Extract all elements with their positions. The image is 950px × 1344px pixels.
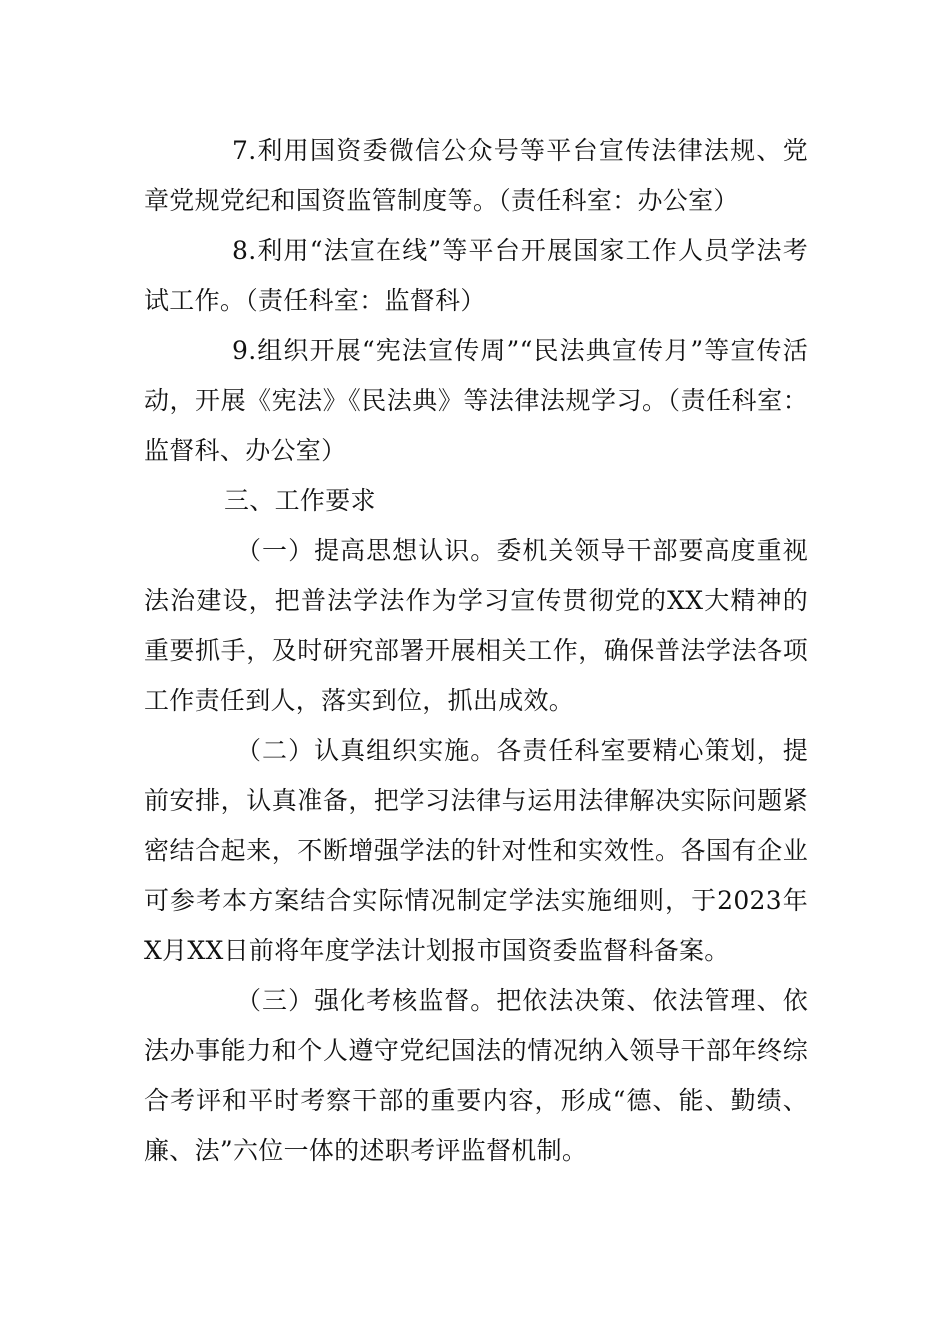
paragraph-requirement-2: （二）认真组织实施。各责任科室要精心策划，提前安排，认真准备，把学习法律与运用法律解决实际问题紧密结合起来，不断增强学法的针对性和实效性。各国有企业可参考本方案结合实际情况制定学法实施细则，于2023年X月XX日前将年度学法计划报市国资委监督科备案。 <box>144 736 808 965</box>
paragraph-requirement-3: （三）强化考核监督。把依法决策、依法管理、依法办事能力和个人遵守党纪国法的情况纳入领导干部年终综合考评和平时考察干部的重要内容，形成“德、能、勤绩、廉、法”六位一体的述职考评监督机制。 <box>144 986 808 1165</box>
paragraph-requirement-1: （一）提高思想认识。委机关领导干部要高度重视法治建设，把普法学法作为学习宣传贯彻党的XX大精神的重要抓手，及时研究部署开展相关工作，确保普法学法各项工作责任到人，落实到位，抓出成效。 <box>144 536 808 715</box>
paragraph-item-9: 9.组织开展“宪法宣传周”“民法典宣传月”等宣传活动，开展《宪法》《民法典》等法律法规学习。（责任科室：监督科、办公室） <box>144 336 808 465</box>
paragraph-item-7: 7.利用国资委微信公众号等平台宣传法律法规、党章党规党纪和国资监管制度等。（责任科室：办公室） <box>144 136 808 215</box>
document-body <box>144 126 808 1176</box>
paragraph-item-8: 8.利用“法宣在线”等平台开展国家工作人员学法考试工作。（责任科室：监督科） <box>144 236 808 315</box>
section-heading-work-requirements: 三、工作要求 <box>224 486 376 515</box>
